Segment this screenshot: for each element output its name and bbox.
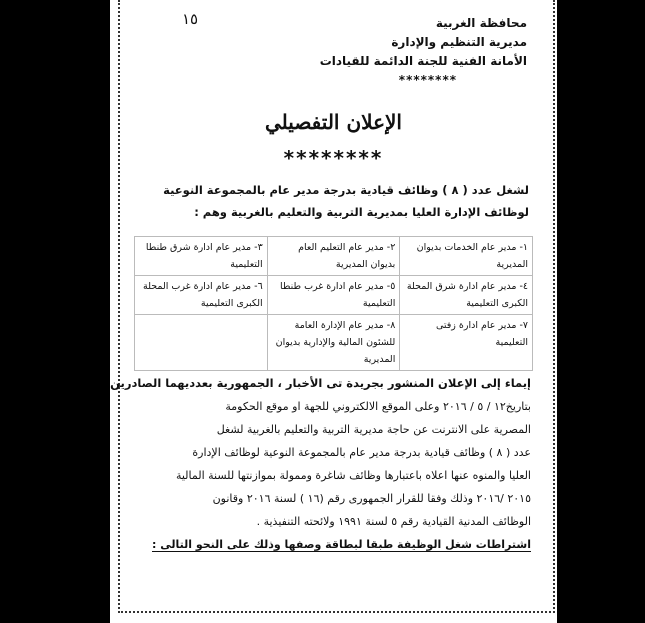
page-number: ١٥ bbox=[182, 10, 199, 28]
body-line: بتاريخ١٢ / ٥ / ٢٠١٦ وعلى الموقع الالكتروني للجهة او موقع الحكومة bbox=[225, 400, 531, 413]
body-paragraph bbox=[110, 372, 531, 556]
table-cell: ٥- مدير عام ادارة غرب طنطا التعليمية bbox=[267, 276, 400, 315]
table-cell: ٦- مدير عام ادارة غرب المحلة الكبرى التعليمية bbox=[135, 276, 268, 315]
dotted-border-bottom bbox=[118, 611, 555, 613]
table-row bbox=[135, 237, 533, 276]
body-line: عدد ( ٨ ) وظائف قيادية بدرجة مدير عام بالمجموعة النوعية لوظائف الإدارة bbox=[192, 446, 531, 459]
table-cell: ٢- مدير عام التعليم العام بديوان المديرية bbox=[267, 237, 400, 276]
secretariat-line: الأمانة الفنية للجنة الدائمة للقيادات bbox=[319, 54, 527, 68]
letterhead bbox=[267, 14, 527, 90]
directorate-line: مديرية التنظيم والإدارة bbox=[391, 35, 527, 49]
document-title: الإعلان التفصيلي bbox=[265, 110, 402, 134]
body-line: إيماء إلى الإعلان المنشور بجريدة تى الأخبار ، الجمهورية بعدديهما الصادرين bbox=[110, 376, 531, 390]
body-line: ٢٠١٥ /٢٠١٦ وذلك وفقا للقرار الجمهورى رقم (١٦ ) لسنة ٢٠١٦ وقانون bbox=[212, 492, 531, 505]
body-line: العليا والمنوه عنها اعلاه باعتبارها وظائف شاغرة وممولة بموازنتها للسنة المالية bbox=[175, 469, 531, 482]
requirements-text: اشتراطات شغل الوظيفة طبقا لبطاقة وصفها وذلك على النحو التالى : bbox=[151, 538, 531, 551]
intro-line: لوظائف الإدارة العليا بمديرية التربية والتعليم بالغربية وهم : bbox=[194, 205, 529, 219]
table-row bbox=[135, 276, 533, 315]
jobs-table bbox=[134, 236, 533, 371]
dotted-border-right bbox=[553, 0, 555, 613]
title-stars: ******** bbox=[283, 146, 384, 170]
table-row bbox=[135, 315, 533, 371]
table-cell: ٧- مدير عام ادارة زفتى التعليمية bbox=[400, 315, 533, 371]
body-line: الوظائف المدنية القيادية رقم ٥ لسنة ١٩٩١ ولائحته التنفيذية . bbox=[256, 515, 531, 528]
table-cell: ١- مدير عام الخدمات بديوان المديرية bbox=[400, 237, 533, 276]
body-line: المصرية على الانترنت عن حاجة مديرية التربية والتعليم بالغربية لشغل bbox=[216, 423, 531, 436]
table-cell: ٤- مدير عام ادارة شرق المحلة الكبرى التعليمية bbox=[400, 276, 533, 315]
intro-paragraph bbox=[129, 179, 529, 223]
document-page bbox=[110, 0, 557, 623]
intro-line: لشغل عدد ( ٨ ) وظائف قيادية بدرجة مدير عام بالمجموعة النوعية bbox=[163, 183, 529, 197]
table-cell: ٨- مدير عام الإدارة العامة للشئون المالية والإدارية بديوان المديرية bbox=[267, 315, 400, 371]
table-cell: ٣- مدير عام ادارة شرق طنطا التعليمية bbox=[135, 237, 268, 276]
governorate-line: محافظة الغربية bbox=[435, 16, 527, 30]
table-cell bbox=[135, 315, 268, 371]
dotted-border-left bbox=[118, 0, 120, 613]
header-stars: ******** bbox=[398, 73, 457, 87]
requirements-heading bbox=[121, 533, 531, 556]
